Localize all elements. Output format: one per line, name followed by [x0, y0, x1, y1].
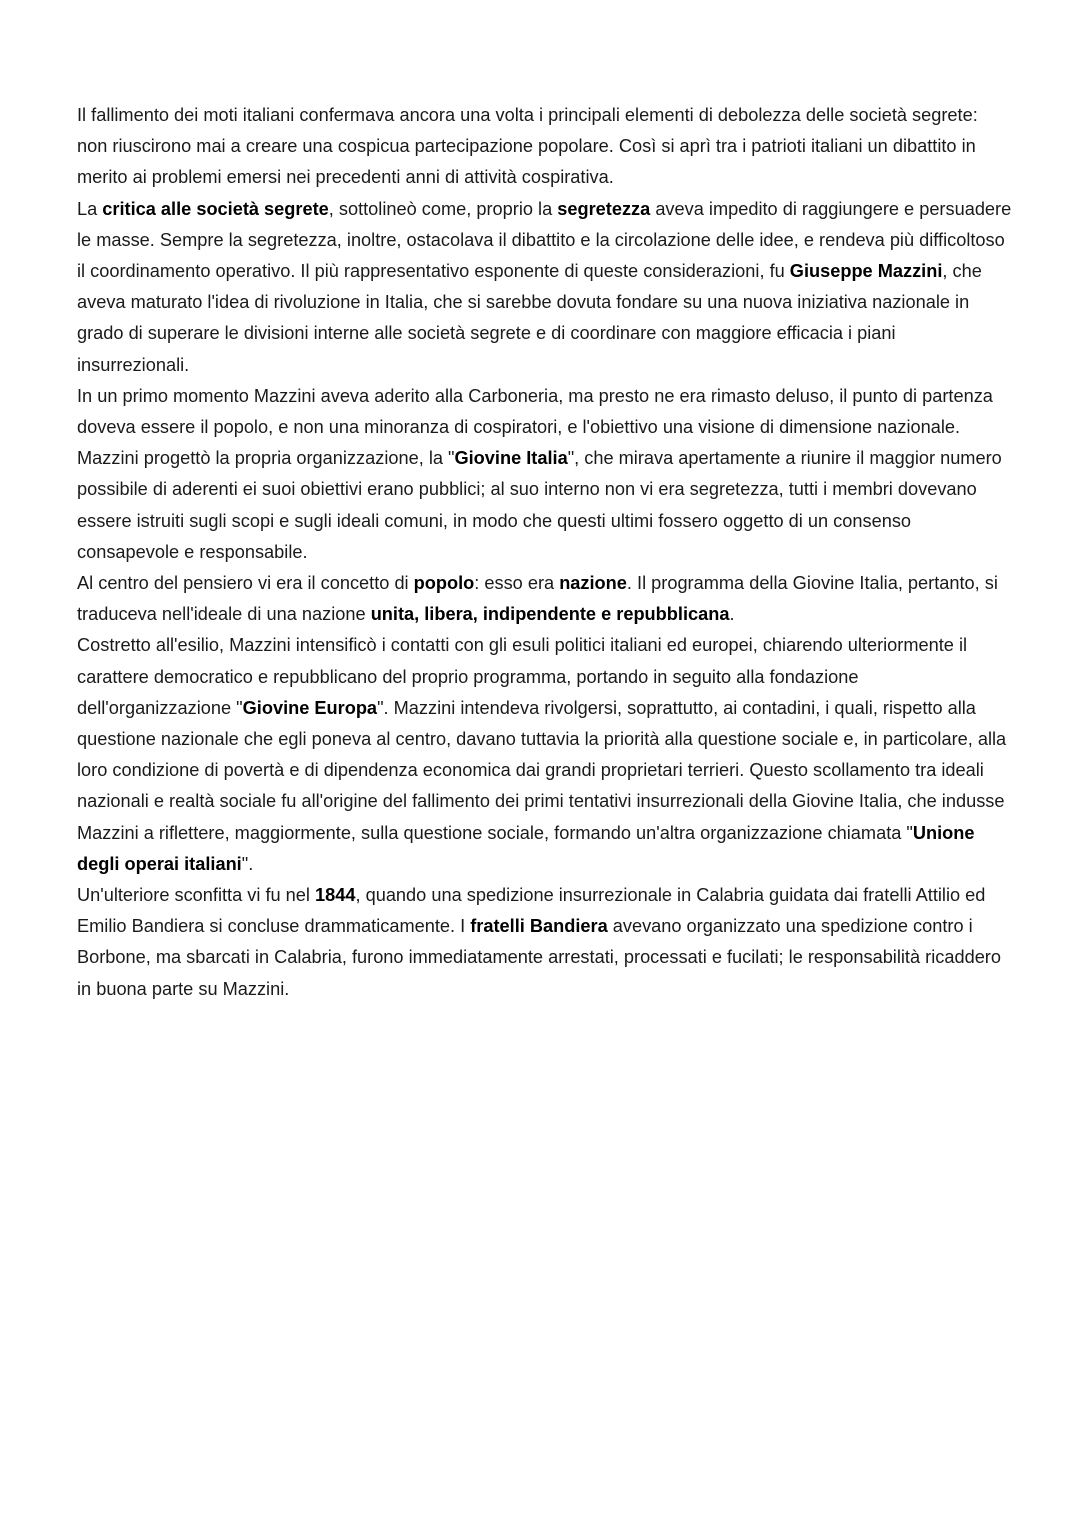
text-run: Mazzini progettò la propria organizzazione, la " — [77, 448, 455, 469]
text-run: Costretto all'esilio, Mazzini intensificò i contatti con gli esuli politici italiani ed europei, chiarendo ulteriormente il carattere democratico e repubblicano del proprio programma, portando in seguito alla fondazione dell'organizzazione " — [77, 635, 968, 718]
text-run: Il fallimento dei moti italiani confermava ancora una volta i principali elementi di debolezza delle società segrete: non riuscirono mai a creare una cospicua partecipazione popolare. Così si aprì tra i patrioti italiani un dibattito in merito ai problemi emersi nei precedenti anni di attività cospirativa. — [77, 105, 978, 188]
text-run: , quando una spedizione insurrezionale in Calabria guidata dai fratelli Attilio ed Emilio Bandiera si concluse drammaticamente. I — [77, 885, 986, 937]
bold-term: Unione degli operai italiani — [77, 822, 975, 874]
text-run: Al centro del pensiero vi era il concetto di — [77, 573, 414, 594]
paragraph-bandiera — [77, 880, 1012, 1005]
text-run: ". — [241, 853, 254, 874]
paragraph-intro — [77, 100, 1012, 194]
bold-term: nazione — [559, 573, 627, 594]
text-run: La — [77, 198, 103, 219]
paragraph-esilio — [77, 630, 1012, 880]
bold-term: popolo — [413, 573, 475, 594]
text-run: . Il programma della Giovine Italia, pertanto, si traduceva nell'ideale di una nazione — [77, 573, 998, 625]
text-run: ". Mazzini intendeva rivolgersi, soprattutto, ai contadini, i quali, rispetto alla questione nazionale che egli poneva al centro, davano tuttavia la priorità alla questione sociale e, in particolare, alla loro condizione di povertà e di dipendenza economica dai grandi proprietari terrieri. Questo scollamento tra ideali nazionali e realtà sociale fu all'origine del fallimento dei primi tentativi insurrezionali della Giovine Italia, che indusse Mazzini a riflettere, maggiormente, sulla questione sociale, formando un'altra organizzazione chiamata " — [77, 697, 1007, 843]
text-run: . — [729, 604, 735, 625]
text-run: , che aveva maturato l'idea di rivoluzione in Italia, che si sarebbe dovuta fondare su una nuova iniziativa nazionale in grado di superare le divisioni interne alle società segrete e di coordinare con maggiore efficacia i piani insurrezionali. — [77, 261, 982, 375]
bold-term: Giovine Italia — [454, 448, 568, 469]
text-run: In un primo momento Mazzini aveva aderito alla Carboneria, ma presto ne era rimasto deluso, il punto di partenza doveva essere il popolo, e non una minoranza di cospiratori, e l'obiettivo una visione di dimensione nazionale. — [77, 385, 993, 438]
bold-term: segretezza — [557, 198, 651, 219]
document-page — [77, 100, 1012, 1005]
paragraph-popolo — [77, 568, 1012, 630]
bold-term: unita, libera, indipendente e repubblicana — [370, 604, 730, 625]
text-run: aveva impedito di raggiungere e persuadere le masse. Sempre la segretezza, inoltre, ostacolava il dibattito e la circolazione delle idee, e rendeva più difficoltoso il coordinamento operativo. Il più rappresentativo esponente di queste considerazioni, fu — [77, 198, 1012, 282]
paragraph-critica — [77, 194, 1012, 381]
bold-term: fratelli Bandiera — [470, 916, 608, 937]
text-run: ", che mirava apertamente a riunire il maggior numero possibile di aderenti ei suoi obiettivi erano pubblici; al suo interno non vi era segretezza, tutti i membri dovevano essere istruiti sugli scopi e sugli ideali comuni, in modo che questi ultimi fossero oggetto di un consenso consapevole e responsabile. — [77, 448, 1002, 562]
text-run: , sottolineò come, proprio la — [328, 198, 558, 219]
bold-term: Giuseppe Mazzini — [789, 261, 943, 282]
text-run: Un'ulteriore sconfitta vi fu nel — [77, 885, 316, 906]
paragraph-giovine-italia — [77, 443, 1012, 568]
paragraph-carboneria — [77, 381, 1012, 443]
text-run: avevano organizzato una spedizione contro i Borbone, ma sbarcati in Calabria, furono immediatamente arrestati, processati e fucilati; le responsabilità ricaddero in buona parte su Mazzini. — [77, 916, 1001, 999]
bold-term: critica alle società segrete — [102, 198, 329, 219]
bold-term: Giovine Europa — [242, 697, 378, 718]
text-run: : esso era — [474, 573, 560, 594]
bold-term: 1844 — [315, 885, 356, 906]
